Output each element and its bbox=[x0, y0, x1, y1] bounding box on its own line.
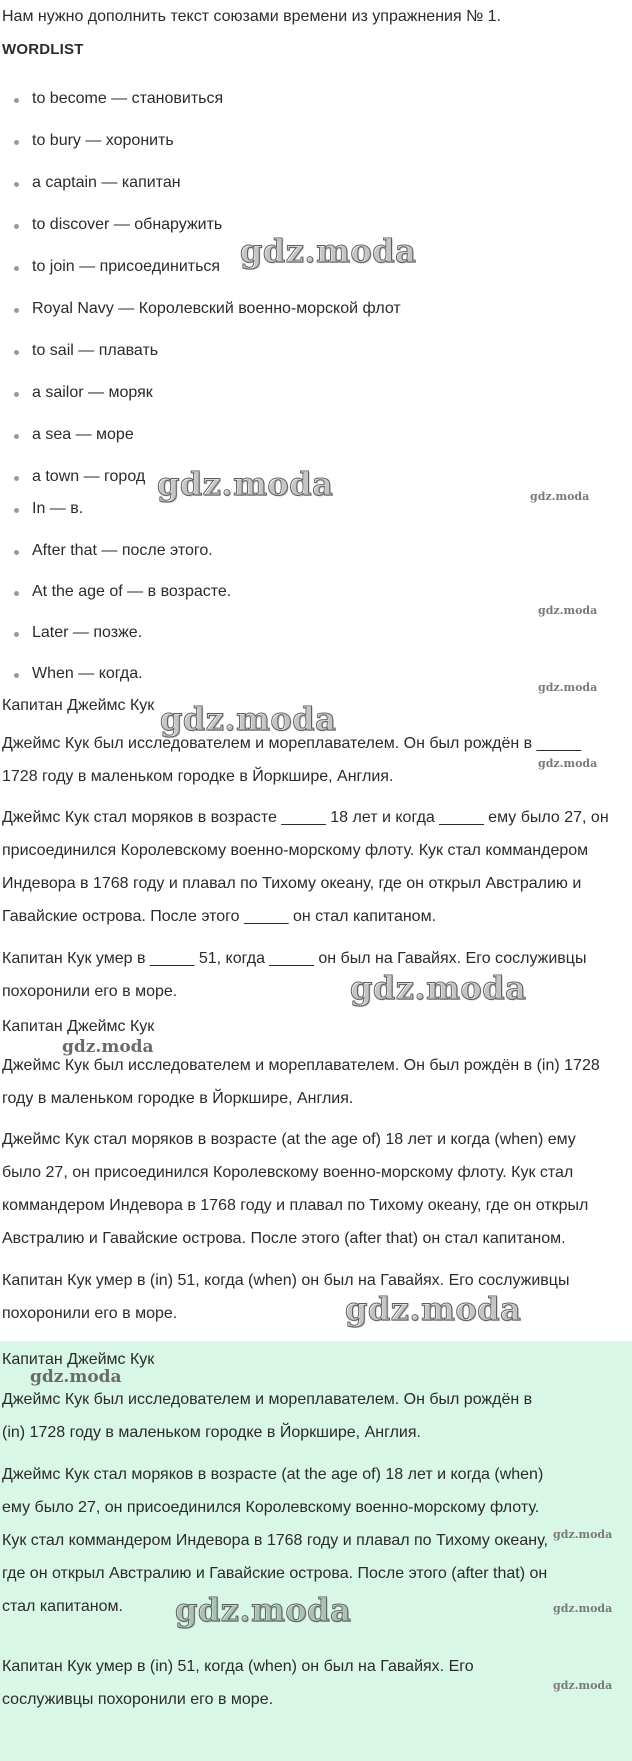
watermark-logo: gdz.moda bbox=[553, 1679, 613, 1692]
bullet-icon bbox=[14, 508, 19, 513]
list-item-text: a town — город bbox=[32, 468, 146, 485]
intro-text: Нам нужно дополнить текст союзами времени из упражнения № 1. bbox=[2, 8, 502, 25]
bullet-icon bbox=[14, 224, 19, 229]
section2-title: Капитан Джеймс Кук bbox=[2, 1018, 155, 1035]
bullet-icon bbox=[14, 392, 19, 397]
watermark-logo: gdz.moda bbox=[530, 490, 590, 503]
list-item-text: to discover — обнаружить bbox=[32, 216, 223, 233]
wordlist-heading: WORDLIST bbox=[2, 41, 84, 58]
bullet-icon bbox=[14, 308, 19, 313]
watermark-logo: gdz.moda bbox=[538, 604, 598, 617]
section1-title: Капитан Джеймс Кук bbox=[2, 697, 155, 714]
watermark-logo: gdz.moda bbox=[538, 757, 598, 770]
bullet-icon bbox=[14, 98, 19, 103]
bullet-icon bbox=[14, 632, 19, 637]
bullet-icon bbox=[14, 550, 19, 555]
bullet-icon bbox=[14, 591, 19, 596]
section1-paragraph-3: Капитан Кук умер в _____ 51, когда _____ он был на Гавайях. Его сослуживцы похоронили его в море. bbox=[2, 950, 587, 1000]
list-item-text: to become — становиться bbox=[32, 90, 224, 107]
watermark-logo: gdz.moda bbox=[345, 1290, 522, 1328]
bullet-icon bbox=[14, 350, 19, 355]
section3-paragraph-2: Джеймс Кук стал моряков в возрасте (at the age of) 18 лет и когда (when) ему было 27, он присоединился Королевскому военно-морскому флоту. Кук стал коммандером Индевора в 1768 году и плавал по Тихому океану, где он открыл Австралию и Гавайские острова. После этого (after that) он стал капитаном. bbox=[2, 1466, 548, 1615]
section2-paragraph-1: Джеймс Кук был исследователем и мореплавателем. Он был рождён в (in) 1728 году в маленьком городке в Йоркшире, Англия. bbox=[2, 1057, 600, 1107]
bullet-icon bbox=[14, 434, 19, 439]
watermark-logo: gdz.moda bbox=[553, 1528, 613, 1541]
bullet-icon bbox=[14, 266, 19, 271]
section2-paragraph-2: Джеймс Кук стал моряков в возрасте (at the age of) 18 лет и когда (when) ему было 27, он присоединился Королевскому военно-морскому флоту. Кук стал коммандером Индевора в 1768 году и плавал по Тихому океану, где он открыл Австралию и Гавайские острова. После этого (after that) он стал капитаном. bbox=[2, 1131, 589, 1247]
section1-paragraph-1: Джеймс Кук был исследователем и мореплавателем. Он был рождён в _____ 1728 году в маленьком городке в Йоркшире, Англия. bbox=[2, 735, 582, 785]
watermark-logo: gdz.moda bbox=[350, 969, 527, 1007]
bullet-icon bbox=[14, 182, 19, 187]
list-item-text: Later — позже. bbox=[32, 624, 143, 641]
list-item-text: At the age of — в возрасте. bbox=[32, 583, 232, 600]
watermark-logo: gdz.moda bbox=[553, 1602, 613, 1615]
watermark-logo: gdz.moda bbox=[240, 232, 417, 270]
list-item-text: Royal Navy — Королевский военно-морской флот bbox=[32, 300, 401, 317]
list-item-text: In — в. bbox=[32, 500, 84, 517]
watermark-logo: gdz.moda bbox=[160, 700, 337, 738]
section2-paragraph-3: Капитан Кук умер в (in) 51, когда (when) он был на Гавайях. Его сослуживцы похоронили его в море. bbox=[2, 1272, 570, 1322]
section1-paragraph-2: Джеймс Кук стал моряков в возрасте _____ 18 лет и когда _____ ему было 27, он присоединился Королевскому военно-морскому флоту. Кук стал коммандером Индевора в 1768 году и плавал по Тихому океану, где он открыл Австралию и Гавайские острова. После этого _____ он стал капитаном. bbox=[2, 809, 609, 925]
list-item-text: a sea — море bbox=[32, 426, 134, 443]
section3-title: Капитан Джеймс Кук bbox=[2, 1351, 155, 1368]
bullet-icon bbox=[14, 140, 19, 145]
watermark-logo: gdz.moda bbox=[30, 1367, 122, 1387]
list-item-text: a captain — капитан bbox=[32, 174, 181, 191]
section3-paragraph-1: Джеймс Кук был исследователем и мореплавателем. Он был рождён в (in) 1728 году в маленьком городке в Йоркшире, Англия. bbox=[2, 1391, 533, 1441]
bullet-icon bbox=[14, 476, 19, 481]
section3-paragraph-3: Капитан Кук умер в (in) 51, когда (when) он был на Гавайях. Его сослуживцы похоронили его в море. bbox=[2, 1658, 474, 1708]
list-item-text: When — когда. bbox=[32, 665, 143, 682]
bullet-icon bbox=[14, 673, 19, 678]
watermark-logo: gdz.moda bbox=[538, 681, 598, 694]
list-item-text: to bury — хоронить bbox=[32, 132, 174, 149]
watermark-logo: gdz.moda bbox=[62, 1037, 154, 1057]
list-item-text: After that — после этого. bbox=[32, 542, 213, 559]
list-item-text: to join — присоединиться bbox=[32, 258, 221, 275]
list-item-text: a sailor — моряк bbox=[32, 384, 153, 401]
watermark-logo: gdz.moda bbox=[157, 465, 334, 503]
list-item-text: to sail — плавать bbox=[32, 342, 159, 359]
